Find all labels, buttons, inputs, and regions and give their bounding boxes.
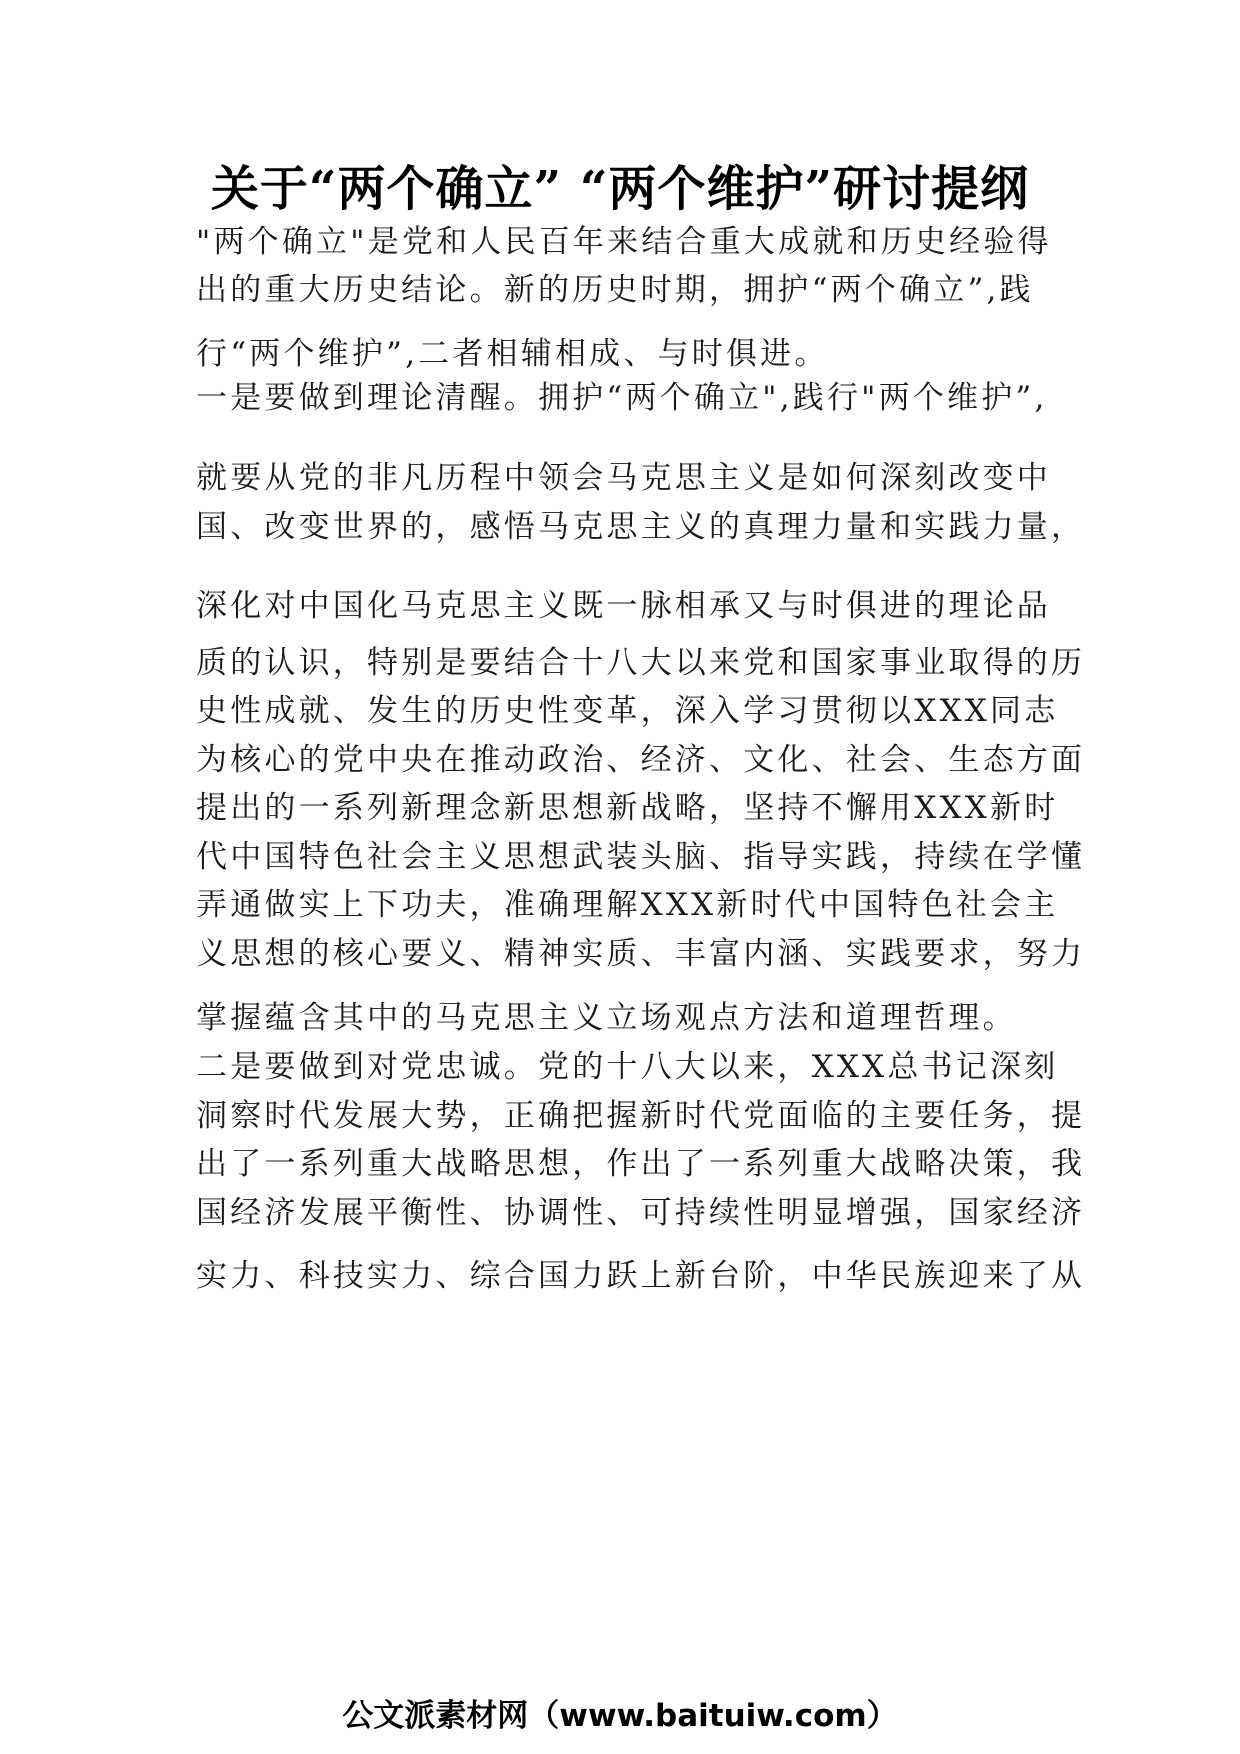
- body-line: 掌握蕴含其中的马克思主义立场观点方法和道理哲理。: [196, 1000, 1017, 1036]
- body-line: 质的认识，特别是要结合十八大以来党和国家事业取得的历: [196, 645, 1086, 681]
- body-line: 实力、科技实力、综合国力跃上新台阶，中华民族迎来了从: [196, 1258, 1086, 1294]
- body-line: 国经济发展平衡性、协调性、可持续性明显增强，国家经济: [196, 1195, 1086, 1231]
- body-line: "两个确立"是党和人民百年来结合重大成就和历史经验得: [196, 224, 1052, 260]
- body-line: 洞察时代发展大势，正确把握新时代党面临的主要任务，提: [196, 1098, 1086, 1134]
- body-line: 出的重大历史结论。新的历史时期，拥护“两个确立”,践: [196, 272, 1034, 308]
- body-line: 就要从党的非凡历程中领会马克思主义是如何深刻改变中: [196, 460, 1051, 496]
- body-line: 国、改变世界的，感悟马克思主义的真理力量和实践力量，: [196, 509, 1086, 545]
- body-line: 出了一系列重大战略思想，作出了一系列重大战略决策，我: [196, 1146, 1086, 1182]
- body-line: 一是要做到理论清醒。拥护“两个确立",践行"两个维护”,: [196, 380, 1048, 416]
- body-line: 为核心的党中央在推动政治、经济、文化、社会、生态方面: [196, 742, 1086, 778]
- body-line: 提出的一系列新理念新思想新战略，坚持不懈用XXX新时: [196, 790, 1059, 826]
- body-line: 代中国特色社会主义思想武装头脑、指导实践，持续在学懂: [196, 839, 1086, 875]
- body-line: 二是要做到对党忠诚。党的十八大以来，XXX总书记深刻: [196, 1049, 1059, 1085]
- body-line: 行“两个维护”,二者相辅相成、与时俱进。: [196, 336, 829, 372]
- footer-watermark: 公文派素材网（www.baituiw.com）: [342, 1698, 898, 1734]
- body-line: 史性成就、发生的历史性变革，深入学习贯彻以XXX同志: [196, 693, 1059, 729]
- document-title: 关于“两个确立” “两个维护”研讨提纲: [210, 161, 1030, 217]
- body-line: 弄通做实上下功夫，准确理解XXX新时代中国特色社会主: [196, 887, 1059, 923]
- body-line: 深化对中国化马克思主义既一脉相承又与时俱进的理论品: [196, 588, 1051, 624]
- body-line: 义思想的核心要义、精神实质、丰富内涵、实践要求，努力: [196, 936, 1086, 972]
